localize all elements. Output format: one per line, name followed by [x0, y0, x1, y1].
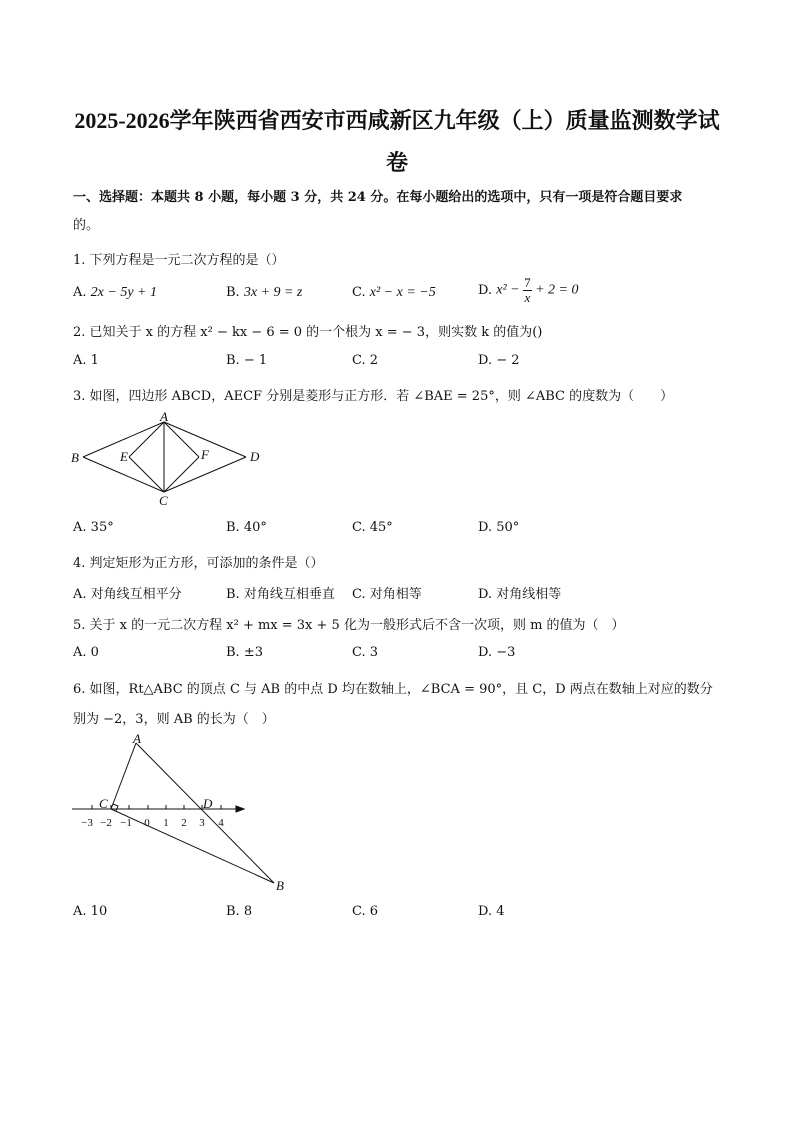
- question-4-option-d: D. 对角线相等: [478, 587, 562, 602]
- tick-label--2: −2: [100, 817, 112, 829]
- axis-tick-marks: [92, 805, 221, 809]
- question-3-option-c: C. 45°: [352, 520, 393, 535]
- question-1-option-b: B. 3x + 9 = z: [226, 285, 303, 300]
- segment-cb: [111, 809, 274, 883]
- question-1-option-c: C. x² − x = −5: [352, 285, 436, 300]
- page-title-continued: 卷: [385, 150, 408, 175]
- question-2-option-a: A. 1: [73, 353, 99, 368]
- question-1-option-d: D. x² − $\frac{7}{x}$ + 2 = 0: [478, 275, 579, 305]
- segment-af: [164, 422, 199, 457]
- question-2-stem: 2. 已知关于 x 的方程 x² − kx − 6 = 0 的一个根为 x = − 3，则实数 k 的值为(): [73, 325, 543, 340]
- segment-dc: [164, 457, 246, 492]
- point-label-b: B: [71, 450, 79, 465]
- question-2-option-b: B. − 1: [226, 353, 268, 368]
- point-label-c: C: [159, 493, 168, 508]
- point-label-b: B: [276, 878, 284, 893]
- question-5-option-b: B. ±3: [226, 645, 263, 660]
- question-4-option-b: B. 对角线互相垂直: [226, 587, 335, 602]
- tick-label-3: 3: [199, 817, 205, 829]
- question-6-option-b: B. 8: [226, 904, 253, 919]
- question-4-option-a: A. 对角线互相平分: [73, 587, 182, 602]
- question-5-option-a: A. 0: [73, 645, 99, 660]
- number-line-triangle-figure: [66, 730, 296, 895]
- segment-ae: [129, 422, 164, 457]
- question-6-stem: 6. 如图，Rt△ABC 的顶点 C 与 AB 的中点 D 均在数轴上，∠BCA = 90°，且 C，D 两点在数轴上对应的数分: [73, 682, 713, 697]
- tick-label-0: 0: [144, 817, 150, 829]
- point-label-a: A: [133, 731, 141, 746]
- tick-label-1: 1: [163, 817, 169, 829]
- question-2-option-c: C. 2: [352, 353, 379, 368]
- question-5-option-d: D. −3: [478, 645, 516, 660]
- question-1-option-a: A. 2x − 5y + 1: [73, 285, 157, 300]
- segment-ab: [136, 743, 274, 883]
- segment-fc: [164, 457, 199, 492]
- question-4-option-c: C. 对角相等: [352, 587, 422, 602]
- point-label-d: D: [250, 449, 260, 464]
- question-6-option-a: A. 10: [73, 904, 108, 919]
- question-3-option-d: D. 50°: [478, 520, 520, 535]
- question-1-stem: 1. 下列方程是一元二次方程的是（）: [73, 253, 285, 268]
- question-3-stem: 3. 如图，四边形 ABCD，AECF 分别是菱形与正方形．若 ∠BAE = 25°，则 ∠ABC 的度数为（ ）: [73, 389, 674, 404]
- axis-arrowhead: [236, 806, 244, 812]
- segment-ec: [129, 457, 164, 492]
- question-6-option-c: C. 6: [352, 904, 379, 919]
- point-label-a: A: [160, 410, 168, 424]
- segment-ac: [111, 743, 136, 809]
- question-4-stem: 4. 判定矩形为正方形，可添加的条件是（）: [73, 556, 324, 571]
- question-3-option-a: A. 35°: [73, 520, 114, 535]
- page-title: 2025-2026学年陕西省西安市西咸新区九年级（上）质量监测数学试: [74, 108, 720, 133]
- question-3-option-b: B. 40°: [226, 520, 267, 535]
- section-heading: 一、选择题：本题共 8 小题，每小题 3 分，共 24 分。在每小题给出的选项中，只有一项是符合题目要求: [73, 190, 683, 205]
- tick-label--3: −3: [81, 817, 93, 829]
- section-heading-continued: 的。: [73, 218, 100, 233]
- point-label-d: D: [203, 796, 213, 811]
- question-6-option-d: D. 4: [478, 904, 505, 919]
- point-label-f: F: [201, 447, 209, 462]
- rhombus-square-figure: [66, 410, 276, 510]
- question-6-stem-continued: 别为 −2，3，则 AB 的长为（ ）: [73, 712, 275, 727]
- point-label-e: E: [120, 449, 128, 464]
- tick-label--1: −1: [120, 817, 132, 829]
- question-5-option-c: C. 3: [352, 645, 379, 660]
- point-label-c: C: [99, 796, 108, 811]
- question-5-stem: 5. 关于 x 的一元二次方程 x² + mx = 3x + 5 化为一般形式后不含一次项，则 m 的值为（ ）: [73, 618, 625, 633]
- tick-label-2: 2: [181, 817, 187, 829]
- question-2-option-d: D. − 2: [478, 353, 520, 368]
- tick-label-4: 4: [218, 817, 224, 829]
